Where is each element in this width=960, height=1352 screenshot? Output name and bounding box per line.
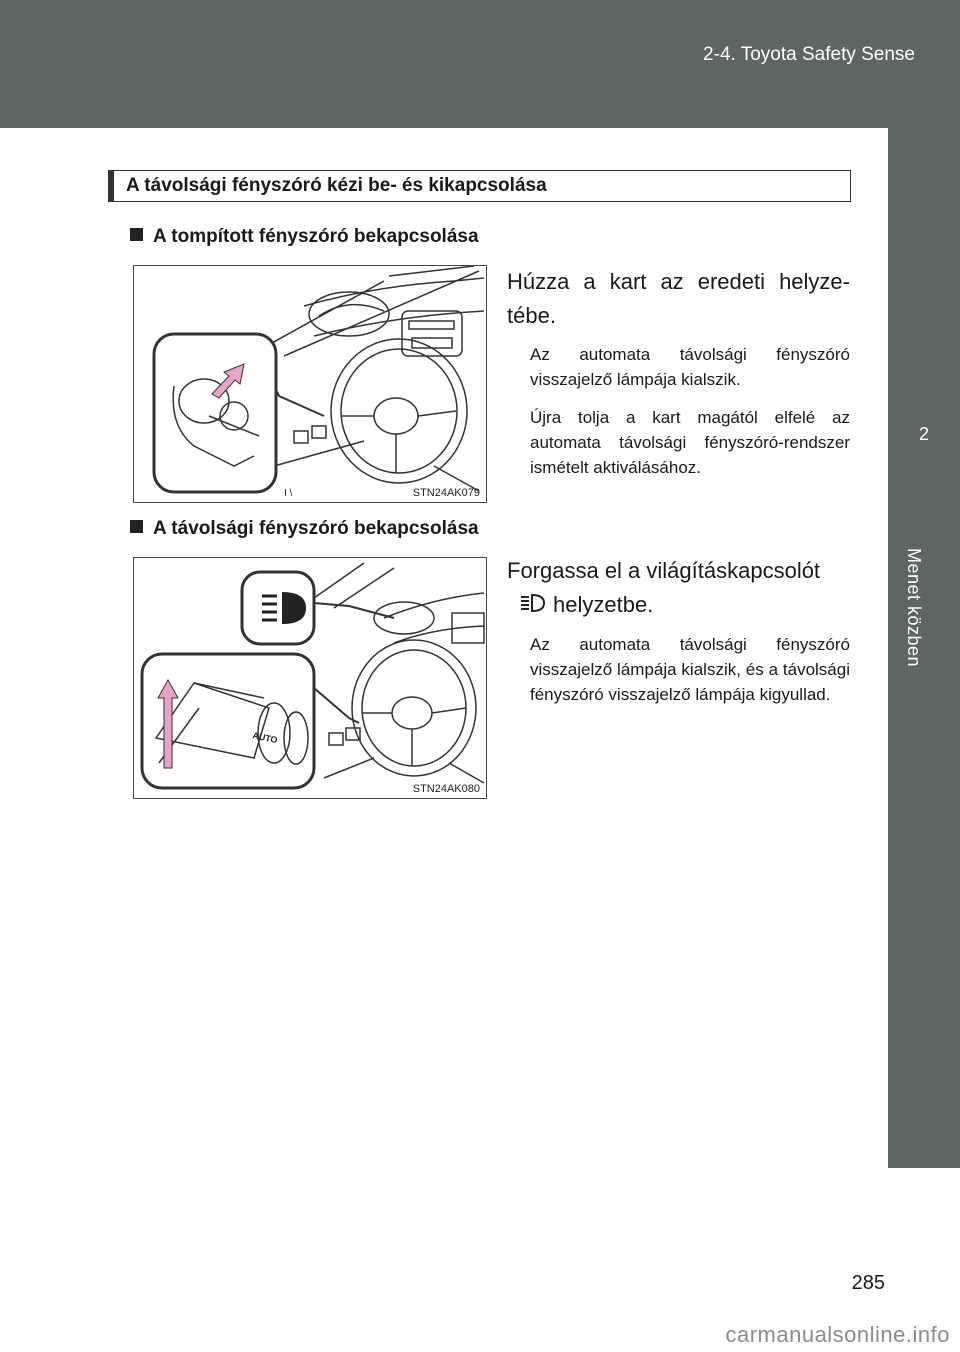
page-header [0,0,960,128]
instruction-high-beam [507,554,850,623]
section-title-bar [108,171,114,201]
svg-text:I \: I \ [284,488,293,499]
note-high-beam-1: Az automata távolsági fényszóró visszajelző lámpája kialszik, és a távolsági fényszóró visszajelző lámpája kigyullad. [530,635,850,704]
instruction-high-beam-before: Forgassa el a világításkapcsolót [507,558,821,583]
figure-low-beam [133,265,487,503]
figure-code: STN24AK080 [412,783,480,795]
square-bullet-icon [130,520,143,533]
instruction-high-beam-after: helyzetbe. [553,592,654,617]
high-beam-icon [519,589,545,623]
note-low-beam-2: Újra tolja a kart magától elfelé az automata távolsági fényszóró-rendszer ismételt aktiválásához. [530,408,850,477]
note-low-beam-1: Az automata távolsági fényszóró visszajelző lámpája kialszik. [530,345,850,389]
auto-label: AUTO [251,730,279,746]
dashboard-lever-illustration [134,266,486,502]
page-number: 285 [851,1272,885,1294]
watermark[interactable]: carmanualsonline.info [725,1322,950,1347]
subheading-low-beam-text: A tompított fényszóró bekapcsolása [153,226,479,247]
chapter-label: Menet közben [904,548,924,668]
instruction-low-beam: Húzza a kart az eredeti helyzetébe. [507,269,850,328]
chapter-number: 2 [918,424,929,444]
section-title-box [108,170,851,202]
figure-code: STN24AK079 [412,487,480,499]
square-bullet-icon [130,228,143,241]
chapter-side-tab[interactable] [888,128,960,1168]
section-title: A távolsági fényszóró kézi be- és kikapcsolása [126,175,547,196]
subheading-high-beam-text: A távolsági fényszóró bekapcsolása [153,518,479,539]
figure-high-beam [133,557,487,799]
dashboard-light-switch-illustration [134,558,486,798]
subheading-low-beam [130,226,479,248]
subheading-high-beam [130,518,479,540]
section-breadcrumb: 2-4. Toyota Safety Sense [703,44,915,65]
